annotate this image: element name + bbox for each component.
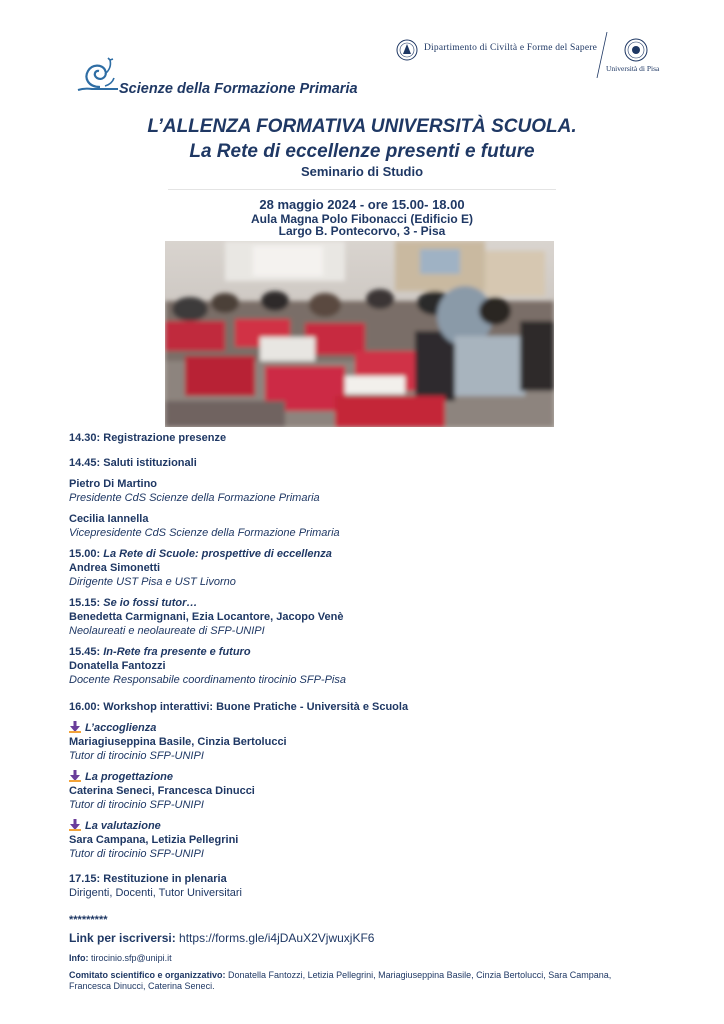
signup-label: Link per iscriversi: [69,931,176,945]
snail-logo-icon [74,56,124,96]
speaker-role: Dirigente UST Pisa e UST Livorno [69,576,236,588]
event-title-line2: La Rete di eccellenze presenti e future [189,141,535,162]
program-name: Scienze della Formazione Primaria [119,81,358,97]
bullet-arrow-icon [69,819,81,831]
speaker-role: Tutor di tirocinio SFP-UNIPI [69,848,204,860]
event-date: 28 maggio 2024 - ore 15.00- 18.00 [259,197,465,212]
speaker-name: Andrea Simonetti [69,562,161,574]
speaker-name: Benedetta Carmignani, Ezia Locantore, Jacopo Venè [69,611,344,623]
signup-line [69,931,374,945]
footer-separator: ********* [69,914,108,926]
classroom-photo [165,241,554,427]
schedule-workshop: 16.00: Workshop interattivi: Buone Pratiche - Università e Scuola [69,701,409,713]
speaker-role: Tutor di tirocinio SFP-UNIPI [69,750,204,762]
committee-label: Comitato scientifico e organizzativo: [69,970,226,980]
bullet-arrow-icon [69,721,81,733]
workshop3-block [69,819,238,861]
talk3-block: 15.45: In-Rete fra presente e futuro Donatella Fantozzi Docente Responsabile coordinamento tirocinio SFP-Pisa [69,646,346,686]
event-venue: Aula Magna Polo Fibonacci (Edificio E) [250,212,474,226]
university-seal-icon [624,38,648,62]
title-divider [168,189,556,190]
university-name: Università di Pisa [606,64,660,73]
workshop-title: La progettazione [85,771,174,783]
speaker-name: Caterina Seneci, Francesca Dinucci [69,785,255,797]
closing-audience: Dirigenti, Docenti, Tutor Universitari [69,887,243,899]
talk-title: Se io fossi tutor… [103,597,198,609]
speaker-name: Sara Campana, Letizia Pellegrini [69,834,239,846]
info-email[interactable]: tirocinio.sfp@unipi.it [88,953,172,963]
speaker-role: Tutor di tirocinio SFP-UNIPI [69,799,204,811]
event-subtitle: Seminario di Studio [300,164,424,179]
speaker-name: Mariagiuseppina Basile, Cinzia Bertolucci [69,736,287,748]
workshop2-block [69,770,255,812]
speaker1-block [69,477,320,505]
speaker-role: Neolaureati e neolaureate di SFP-UNIPI [69,625,265,637]
workshop1-block [69,721,287,763]
closing-time: 17.15: Restituzione in plenaria [69,873,227,885]
talk-title: In-Rete fra presente e futuro [103,646,251,658]
committee-block: Comitato scientifico e organizzativo: Donatella Fantozzi, Letizia Pellegrini, Mariagiuseppina Basile, Cinzia Bertolucci, Sara Campana, Francesca Dinucci, Caterina Seneci. [69,970,612,991]
speaker-role: Presidente CdS Scienze della Formazione Primaria [69,492,320,504]
workshop-title: L’accoglienza [85,722,157,734]
info-label: Info: [69,953,89,963]
schedule-greetings: 14.45: Saluti istituzionali [69,457,197,469]
talk2-block: 15.15: Se io fossi tutor… Benedetta Carmignani, Ezia Locantore, Jacopo Venè Neolaureati e neolaureate di SFP-UNIPI [69,597,344,637]
speaker-role: Vicepresidente CdS Scienze della Formazione Primaria [69,527,340,539]
speaker-name: Donatella Fantozzi [69,660,166,672]
department-name: Dipartimento di Civiltà e Forme del Sapere [424,43,598,53]
schedule-registration: 14.30: Registrazione presenze [69,432,227,444]
bullet-arrow-icon [69,770,81,782]
department-seal-icon [396,38,418,62]
info-line [69,953,172,964]
talk1-block: 15.00: La Rete di Scuole: prospettive di eccellenza Andrea Simonetti Dirigente UST Pisa e UST Livorno [69,548,332,588]
closing-block [69,872,242,900]
speaker2-block [69,512,340,540]
workshop-title: La valutazione [85,820,161,832]
speaker-name: Cecilia Iannella [69,513,149,525]
speaker-name: Pietro Di Martino [69,478,158,490]
signup-link[interactable]: https://forms.gle/i4jDAuX2VjwuxjKF6 [175,931,375,945]
event-address: Largo B. Pontecorvo, 3 - Pisa [278,224,446,238]
speaker-role: Docente Responsabile coordinamento tirocinio SFP-Pisa [69,674,346,686]
event-title-line1: L’ALLENZA FORMATIVA UNIVERSITÀ SCUOLA. [147,116,577,137]
talk-title: La Rete di Scuole: prospettive di eccellenza [103,548,332,560]
